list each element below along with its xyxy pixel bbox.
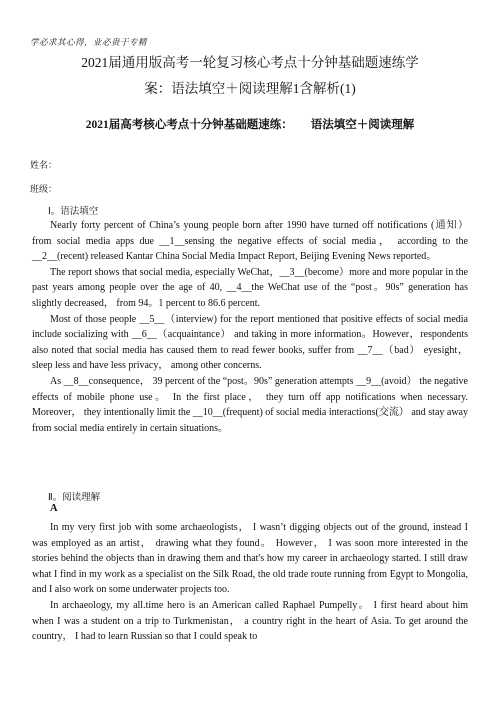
paragraph: Nearly forty percent of China’s young people born after 1990 have turned off notifications (通知） from social media apps due __1__sensing the negative effects of social media， according to the __2__(recent) released Kantar China Social Media Impact Report, Beijing Evening News reported。: [32, 220, 468, 263]
section-2-heading: Ⅱ。阅读理解: [48, 493, 101, 503]
section-1-heading: Ⅰ。语法填空: [48, 207, 99, 217]
document-subtitle: [30, 116, 470, 132]
class-field: 班级：: [30, 185, 58, 195]
paragraph: In archaeology, my all.time hero is an American called Raphael Pumpelly。 I first heard about him when I was a student on a trip to Turkmenistan， a country right in the heart of Asia. To get around the country， I had to learn Russian so that I could speak to: [32, 599, 468, 643]
title-line-1: 2021届通用版高考一轮复习核心考点十分钟基础题速练学: [81, 55, 419, 70]
document-title: [30, 50, 470, 102]
passage-label: A: [50, 503, 58, 514]
subtitle-right: 语法填空＋阅读理解: [310, 119, 415, 131]
name-field: 姓名：: [30, 161, 58, 171]
paragraph: As __8__consequence， 39 percent of the “post。90s” generation attempts __9__(avoid） the negative effects of mobile phone use。 In the first place， they turn off app notifications when necessary. Moreover， they intentionally limit the __10__(frequent) of social media interactions(交流） and stay away from social media entirely in certain situations。: [32, 375, 468, 434]
section-1-text: [32, 218, 468, 436]
header-motto: 学必求其心得，业必贵于专精: [30, 38, 148, 48]
paragraph: In my very first job with some archaeologists， I wasn’t digging objects out of the ground, instead I was employed as an artist， drawing what they found。 However， I was soon more interested in the stories behind the objects than in drawing them and that's how my career in archaeology started. I still draw what I find in my work as a specialist on the Silk Road, the old trade route running from Egypt to Mongolia, and I also work on some underwater projects too.: [32, 522, 468, 596]
section-2-text: [32, 520, 468, 645]
subtitle-left: 2021届高考核心考点十分钟基础题速练：: [85, 119, 293, 131]
paragraph: The report shows that social media, especially WeChat，__3__(become）more and more popular in the past years among people over the age of 40, __4__the WeChat use of the “post。90s” generation has slightly decreased， from 94。1 percent to 86.6 percent.: [32, 266, 468, 309]
paragraph: Most of those people __5__（interview) for the report mentioned that positive effects of social media include socializing with __6__（acquaintance） and taking in more information。However，respondents also noted that social media has caused them to read fewer books, suffer from __7__（bad） eyesight， sleep less and have less privacy， among other concerns.: [32, 313, 468, 372]
title-line-2: 案：语法填空＋阅读理解1含解析(1): [144, 81, 356, 96]
